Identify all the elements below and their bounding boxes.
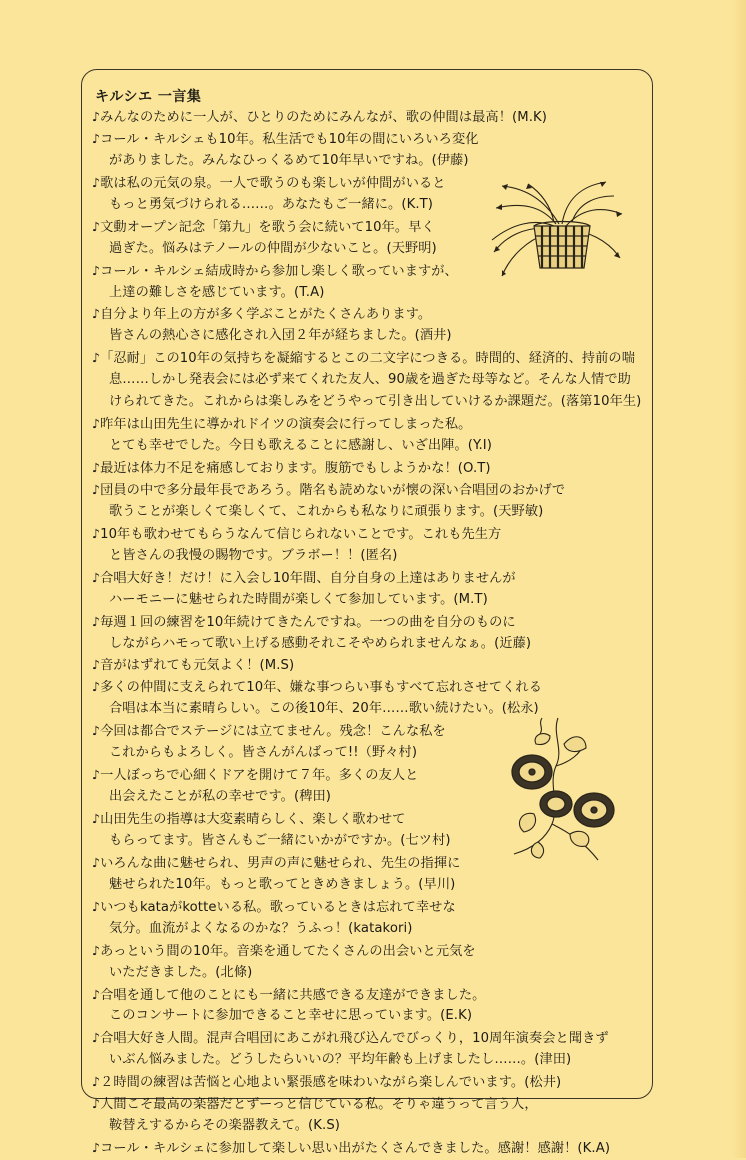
music-note-icon: ♪ bbox=[92, 657, 101, 673]
morning-glory-illustration bbox=[494, 714, 624, 864]
comment-line-continued bbox=[92, 150, 652, 172]
comment-entry bbox=[92, 457, 652, 479]
comment-line-continued bbox=[92, 325, 652, 347]
comment-text: 10年も歌わせてもらうなんて信じられないことです。これも先生方 bbox=[100, 526, 502, 542]
comment-line-continued bbox=[92, 435, 652, 457]
comment-text: 合唱は本当に素晴らしい。この後10年、20年……歌い続けたい。(松永) bbox=[109, 701, 539, 717]
comment-line-first bbox=[92, 523, 652, 545]
comment-text: いろんな曲に魅せられ、男声の声に魅せられ、先生の指揮に bbox=[100, 855, 461, 871]
music-note-icon: ♪ bbox=[92, 1140, 101, 1156]
comment-text: もっと勇気づけられる……。あなたもご一緒に。(K.T) bbox=[109, 196, 434, 212]
comment-line-continued bbox=[92, 962, 652, 984]
comment-entry bbox=[92, 303, 652, 347]
comment-text: みんなのために一人が、ひとりのためにみんなが、歌の仲間は最高！(M.K) bbox=[100, 110, 547, 125]
comment-text: コール・キルシェに参加して楽しい思い出がたくさんできました。感謝！感謝！(K.A) bbox=[100, 1141, 611, 1157]
music-note-icon: ♪ bbox=[92, 306, 101, 322]
comment-text: このコンサートに参加できること幸せに思っています。(E.K) bbox=[109, 1008, 473, 1024]
comment-text: 上達の難しさを感じています。(T.A) bbox=[109, 284, 325, 300]
comment-text: ハーモニーに魅せられた時間が楽しくて参加しています。(M.T) bbox=[109, 591, 488, 607]
page-edge bbox=[732, 0, 746, 1158]
comment-line-first bbox=[92, 676, 652, 698]
comment-text: もらってます。皆さんもご一緒にいかがですか。(七ツ村) bbox=[109, 832, 451, 848]
music-note-icon: ♪ bbox=[92, 942, 101, 958]
music-note-icon: ♪ bbox=[92, 1074, 101, 1090]
comment-text: 魅せられた10年。もっと歌ってときめきましょう。(早川) bbox=[109, 876, 456, 892]
comment-text: 多くの仲間に支えられて10年、嫌な事つらい事もすべて忘れさせてくれる bbox=[100, 680, 542, 696]
music-note-icon: ♪ bbox=[92, 350, 101, 366]
comment-line-first bbox=[92, 1093, 652, 1115]
comment-text: いつもkataがkotteいる私。歌っているときは忘れて幸せな bbox=[100, 899, 456, 915]
comment-line-first bbox=[92, 128, 652, 150]
comment-text: 息……しかし発表会には必ず来てくれた友人、90歳を過ぎた母等など。そんな人情で助 bbox=[109, 372, 631, 388]
comment-text: 合唱大好き人間。混声合唱団にあこがれ飛び込んでびっくり，10周年演奏会と聞きず bbox=[100, 1031, 609, 1047]
comment-entry bbox=[92, 347, 652, 413]
comment-line-first bbox=[92, 457, 652, 479]
comment-line-continued bbox=[92, 501, 652, 523]
comment-entry bbox=[92, 567, 652, 611]
music-note-icon: ♪ bbox=[92, 723, 101, 739]
music-note-icon: ♪ bbox=[92, 109, 101, 124]
comment-text: いぶん悩みました。どうしたらいいの？平均年齢も上げましたし……。(津田) bbox=[109, 1052, 572, 1068]
comment-line-continued bbox=[92, 589, 652, 611]
comment-line-first bbox=[92, 1137, 652, 1159]
comment-entry bbox=[92, 611, 652, 655]
comment-line-first bbox=[92, 984, 652, 1006]
comment-text: ２時間の練習は苦悩と心地よい緊張感を味わいながら楽しんでいます。(松井) bbox=[100, 1075, 562, 1091]
music-note-icon: ♪ bbox=[92, 416, 101, 432]
comment-text: とても幸せでした。今日も歌えることに感謝し、いざ出陣。(Y.I) bbox=[109, 438, 493, 454]
comment-text: コール・キルシェ結成時から参加し楽しく歌っていますが、 bbox=[100, 263, 458, 279]
comment-entry bbox=[92, 654, 652, 676]
music-note-icon: ♪ bbox=[92, 679, 101, 695]
comment-line-continued bbox=[92, 1049, 652, 1071]
comment-line-first bbox=[92, 413, 652, 435]
comment-text: 過ぎた。悩みはテノールの仲間が少ないこと。(天野明) bbox=[109, 240, 437, 256]
comment-line-continued bbox=[92, 633, 652, 655]
comment-line-first bbox=[92, 303, 652, 325]
comment-text: 音がはずれても元気よく！(M.S) bbox=[100, 658, 295, 674]
comment-line-continued bbox=[92, 391, 652, 413]
comment-text: がありました。みんなひっくるめて10年早いですね。(伊藤) bbox=[109, 152, 469, 168]
comment-text: 文動オープン記念「第九」を歌う会に続いて10年。早く bbox=[100, 219, 435, 235]
comment-text: 歌うことが楽しくて楽しくて、これからも私なりに頑張ります。(天野敏) bbox=[109, 503, 544, 519]
comment-text: と皆さんの我慢の賜物です。ブラボー！！(匿名) bbox=[109, 547, 398, 563]
music-note-icon: ♪ bbox=[92, 218, 101, 234]
comment-line-continued bbox=[92, 545, 652, 567]
comment-line-first bbox=[92, 567, 652, 589]
hanging-plant-illustration bbox=[484, 178, 624, 280]
comment-line-first bbox=[92, 896, 652, 918]
comment-text: 「忍耐」この10年の気持ちを凝縮するとこの二文字につきる。時間的、経済的、持前の喘 bbox=[100, 351, 636, 367]
comment-entry bbox=[92, 1093, 652, 1137]
comment-entry bbox=[92, 523, 652, 567]
comment-text: あっという間の10年。音楽を通してたくさんの出会いと元気を bbox=[100, 943, 476, 959]
music-note-icon: ♪ bbox=[92, 613, 101, 629]
comment-text: 最近は体力不足を痛感しております。腹筋でもしようかな！(O.T) bbox=[100, 461, 491, 476]
comment-entry bbox=[92, 479, 652, 523]
comment-line-first bbox=[92, 1071, 652, 1093]
comment-text: いただきました。(北條) bbox=[109, 964, 253, 980]
comment-entry bbox=[92, 940, 652, 984]
comment-text: 歌は私の元気の泉。一人で歌うのも楽しいが仲間がいると bbox=[100, 175, 446, 191]
comment-text: 昨年は山田先生に導かれドイツの演奏会に行ってしまった私。 bbox=[100, 417, 472, 433]
comment-entry bbox=[92, 1137, 652, 1159]
comment-line-first bbox=[92, 479, 652, 501]
comment-entry bbox=[92, 1027, 652, 1071]
comment-entry bbox=[92, 1071, 652, 1093]
comment-line-continued bbox=[92, 369, 652, 391]
comment-text: 鞍替えするからその楽器教えて。(K.S) bbox=[109, 1118, 341, 1134]
music-note-icon: ♪ bbox=[92, 525, 101, 541]
comment-entry bbox=[92, 106, 652, 128]
comment-text: 一人ぼっちで心細くドアを開けて７年。多くの友人と bbox=[100, 768, 419, 784]
comment-line-first bbox=[92, 347, 652, 369]
music-note-icon: ♪ bbox=[92, 986, 101, 1002]
comment-entry bbox=[92, 896, 652, 940]
music-note-icon: ♪ bbox=[92, 262, 101, 278]
comment-text: 自分より年上の方が多く学ぶことがたくさんあります。 bbox=[100, 307, 432, 323]
comment-text: しながらハモって歌い上げる感動それこそやめられませんなぁ。(近藤) bbox=[109, 635, 532, 651]
comment-text: 毎週１回の練習を10年続けてきたんですね。一つの曲を自分のものに bbox=[100, 614, 516, 630]
music-note-icon: ♪ bbox=[92, 460, 101, 475]
comment-text: けられてきた。これからは楽しみをどうやって引き出していけるか課題だ。(落第10年生) bbox=[109, 394, 642, 410]
music-note-icon: ♪ bbox=[92, 1030, 101, 1046]
comment-text: 人間こそ最高の楽器だとずーっと信じている私。そりゃ違うって言う人， bbox=[100, 1097, 538, 1113]
music-note-icon: ♪ bbox=[92, 767, 101, 783]
comment-text: 出会えたことが私の幸せです。(稗田) bbox=[109, 789, 332, 805]
comment-text: 団員の中で多分最年長であろう。階名も読めないが懐の深い合唱団のおかげで bbox=[100, 482, 566, 498]
comment-entry bbox=[92, 984, 652, 1028]
comment-line-first bbox=[92, 654, 652, 676]
comment-entry bbox=[92, 128, 652, 172]
music-note-icon: ♪ bbox=[92, 898, 101, 914]
comment-line-first bbox=[92, 106, 652, 128]
music-note-icon: ♪ bbox=[92, 811, 101, 826]
comment-text: 今回は都合でステージには立てません。残念！こんな私を bbox=[100, 724, 446, 740]
comment-line-continued bbox=[92, 918, 652, 940]
music-note-icon: ♪ bbox=[92, 481, 101, 497]
comment-line-continued bbox=[92, 1005, 652, 1027]
comment-line-first bbox=[92, 940, 652, 962]
music-note-icon: ♪ bbox=[92, 1096, 101, 1112]
music-note-icon: ♪ bbox=[92, 174, 101, 190]
comment-text: 合唱大好き！だけ！に入会し10年間、自分自身の上達はありませんが bbox=[100, 570, 516, 586]
comment-text: 気分。血流がよくなるのかな？うふっ！(katakori) bbox=[109, 920, 413, 936]
comment-text: これからもよろしく。皆さんがんばって!!（野々村) bbox=[109, 745, 418, 761]
comment-text: 皆さんの熱心さに感化され入団２年が経ちました。(酒井) bbox=[109, 328, 452, 344]
music-note-icon: ♪ bbox=[92, 569, 101, 585]
comment-text: 山田先生の指導は大変素晴らしく、楽しく歌わせて bbox=[100, 812, 406, 827]
comment-line-continued bbox=[92, 874, 652, 896]
music-note-icon: ♪ bbox=[92, 130, 101, 146]
comment-entry bbox=[92, 413, 652, 457]
comment-line-first bbox=[92, 611, 652, 633]
comment-text: コール・キルシェも10年。私生活でも10年の間にいろいろ変化 bbox=[100, 131, 479, 147]
comment-line-first bbox=[92, 1027, 652, 1049]
comment-line-continued bbox=[92, 1115, 652, 1137]
music-note-icon: ♪ bbox=[92, 854, 101, 870]
comment-text: 合唱を通して他のことにも一緒に共感できる友達ができました。 bbox=[100, 987, 486, 1003]
comment-line-continued bbox=[92, 282, 652, 304]
page-title: キルシエ 一言集 bbox=[95, 89, 202, 105]
